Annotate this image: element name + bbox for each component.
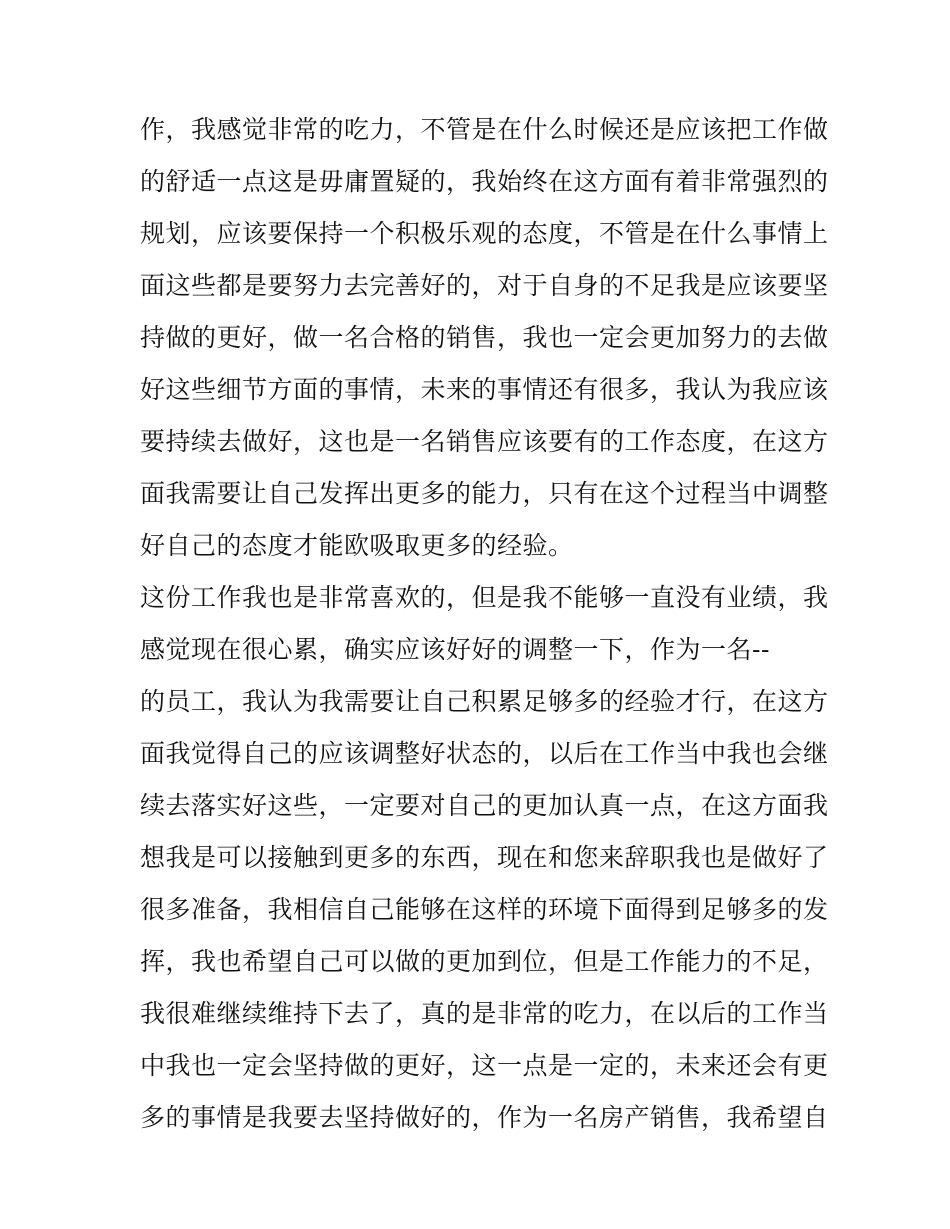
text-line: 面我需要让自己发挥出更多的能力，只有在这个过程当中调整 [140, 479, 829, 508]
document-body [140, 104, 829, 1144]
text-line: 多的事情是我要去坚持做好的，作为一名房产销售，我希望自 [140, 1103, 829, 1132]
text-line: 的舒适一点这是毋庸置疑的，我始终在这方面有着非常强烈的 [140, 167, 829, 196]
text-line: 感觉现在很心累，确实应该好好的调整一下，作为一名-- [140, 635, 770, 664]
text-line: 我很难继续维持下去了，真的是非常的吃力，在以后的工作当 [140, 999, 829, 1028]
text-line: 作，我感觉非常的吃力，不管是在什么时候还是应该把工作做 [140, 115, 829, 144]
text-line: 规划，应该要保持一个积极乐观的态度，不管是在什么事情上 [140, 219, 829, 248]
text-line: 好这些细节方面的事情，未来的事情还有很多，我认为我应该 [140, 375, 829, 404]
text-line: 好自己的态度才能欧吸取更多的经验。 [140, 531, 574, 560]
text-line: 挥，我也希望自己可以做的更加到位，但是工作能力的不足， [140, 947, 829, 976]
text-line: 面我觉得自己的应该调整好状态的，以后在工作当中我也会继 [140, 739, 829, 768]
text-line: 续去落实好这些，一定要对自己的更加认真一点，在这方面我 [140, 791, 829, 820]
text-line: 的员工，我认为我需要让自己积累足够多的经验才行，在这方 [140, 687, 829, 716]
text-line: 想我是可以接触到更多的东西，现在和您来辞职我也是做好了 [140, 843, 829, 872]
text-line: 很多准备，我相信自己能够在这样的环境下面得到足够多的发 [140, 895, 829, 924]
text-line: 要持续去做好，这也是一名销售应该要有的工作态度，在这方 [140, 427, 829, 456]
text-line: 中我也一定会坚持做的更好，这一点是一定的，未来还会有更 [140, 1051, 829, 1080]
text-line: 面这些都是要努力去完善好的，对于自身的不足我是应该要坚 [140, 271, 829, 300]
text-line: 这份工作我也是非常喜欢的，但是我不能够一直没有业绩，我 [140, 583, 829, 612]
text-line: 持做的更好，做一名合格的销售，我也一定会更加努力的去做 [140, 323, 829, 352]
